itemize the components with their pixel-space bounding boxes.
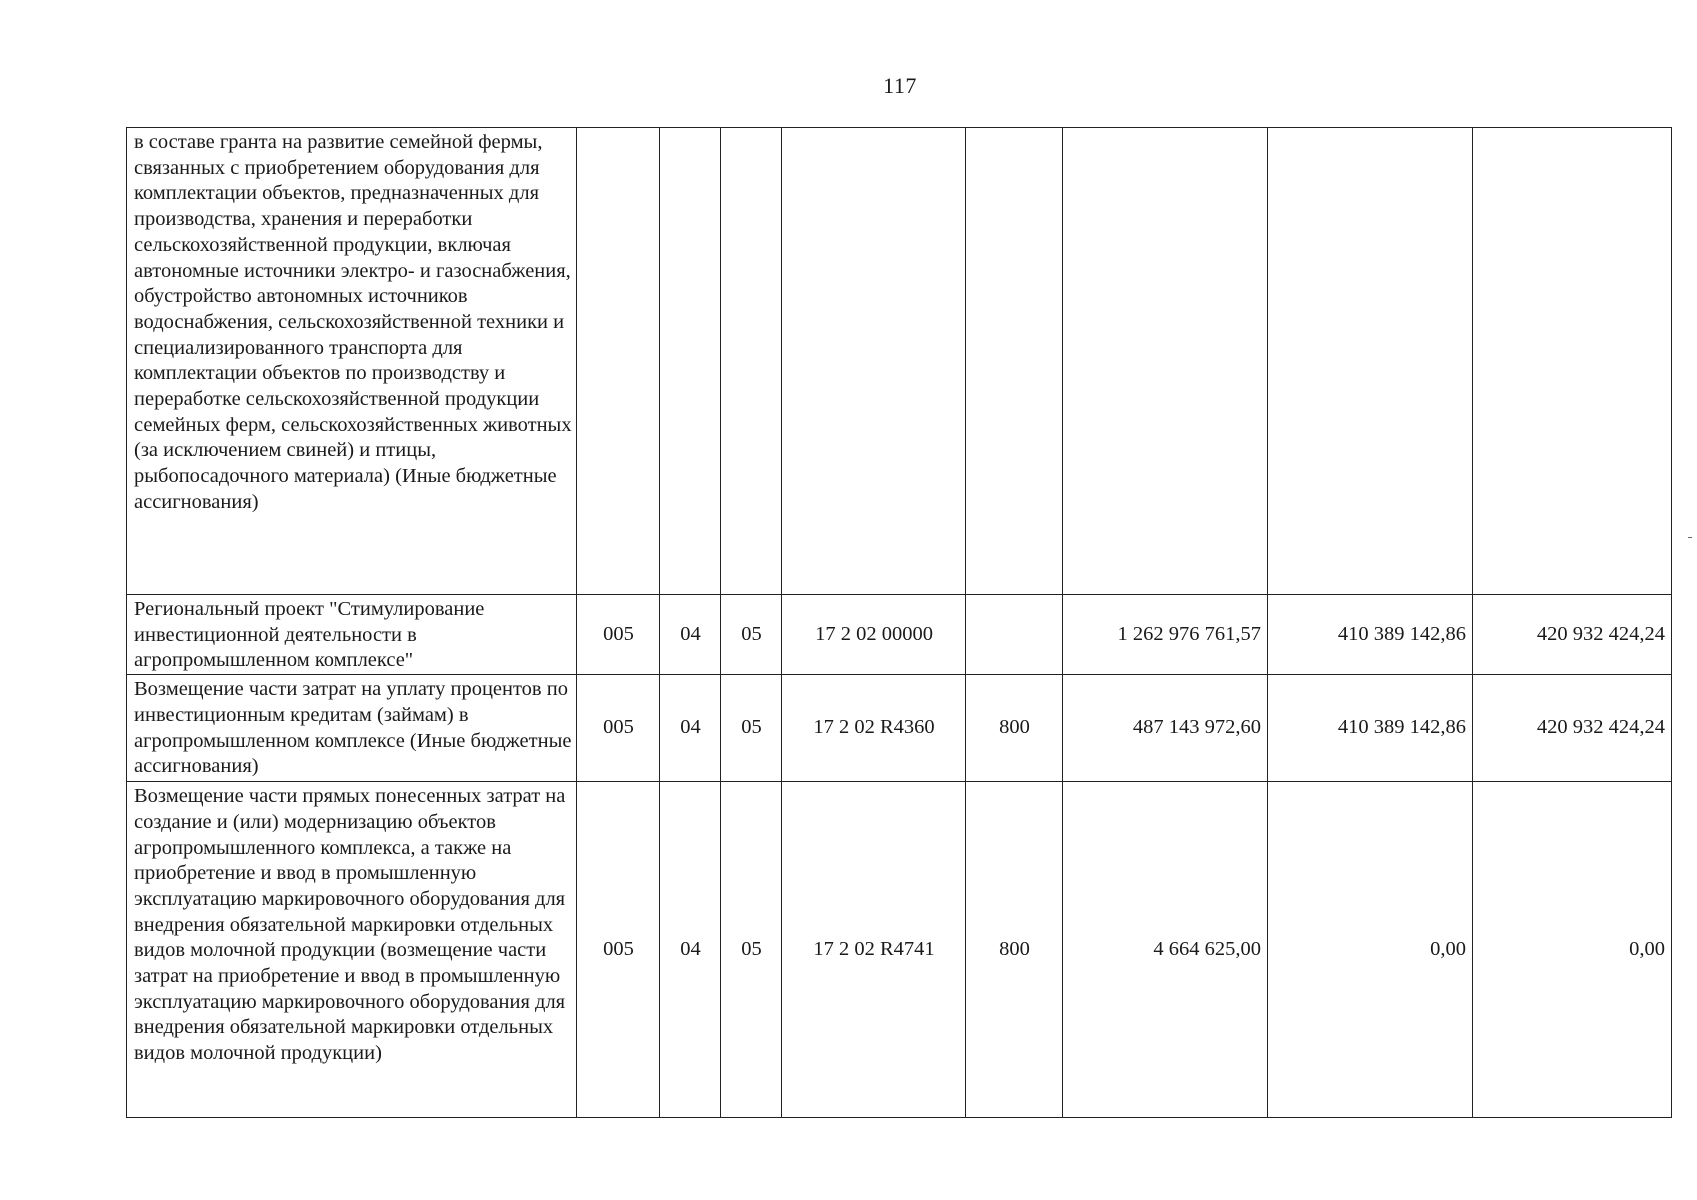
subsection-code <box>721 128 782 595</box>
amount-year-3: 420 932 424,24 <box>1473 675 1672 782</box>
row-description: Возмещение части прямых понесенных затрат на создание и (или) модернизацию объектов агропромышленного комплекса, а также на приобретение и ввод в промышленную эксплуатацию маркировочного оборудования для внедрения обязательной маркировки отдельных видов молочной продукции (возмещение части затрат на приобретение и ввод в промышленную эксплуатацию маркировочного оборудования для внедрения обязательной маркировки отдельных видов молочной продукции) <box>127 782 577 1118</box>
row-description: в составе гранта на развитие семейной фермы, связанных с приобретением оборудования для комплектации объектов, предназначенных для производства, хранения и переработки сельскохозяйственной продукции, включая автономные источники электро- и газоснабжения, обустройство автономных источников водоснабжения, сельскохозяйственной техники и специализированного транспорта для комплектации объектов по производству и переработке сельскохозяйственной продукции семейных ферм, сельскохозяйственных животных (за исключением свиней) и птицы, рыбопосадочного материала) (Иные бюджетные ассигнования) <box>127 128 577 595</box>
subsection-code: 05 <box>721 782 782 1118</box>
amount-year-1: 1 262 976 761,57 <box>1063 595 1268 675</box>
expense-type-code: 800 <box>966 782 1063 1118</box>
table-row <box>127 782 1672 1118</box>
expense-type-code <box>966 128 1063 595</box>
target-article-code <box>782 128 966 595</box>
amount-year-1: 487 143 972,60 <box>1063 675 1268 782</box>
expense-type-code: 800 <box>966 675 1063 782</box>
target-article-code: 17 2 02 R4741 <box>782 782 966 1118</box>
ministry-code: 005 <box>577 675 660 782</box>
table-row <box>127 595 1672 675</box>
ministry-code <box>577 128 660 595</box>
table-row <box>127 675 1672 782</box>
expense-type-code <box>966 595 1063 675</box>
ministry-code: 005 <box>577 782 660 1118</box>
subsection-code: 05 <box>721 595 782 675</box>
amount-year-2: 0,00 <box>1268 782 1473 1118</box>
amount-year-3 <box>1473 128 1672 595</box>
amount-year-3: 420 932 424,24 <box>1473 595 1672 675</box>
ministry-code: 005 <box>577 595 660 675</box>
budget-table <box>126 127 1672 1118</box>
amount-year-3: 0,00 <box>1473 782 1672 1118</box>
section-code <box>660 128 721 595</box>
row-description: Возмещение части затрат на уплату процентов по инвестиционным кредитам (займам) в агропромышленном комплексе (Иные бюджетные ассигнования) <box>127 675 577 782</box>
section-code: 04 <box>660 782 721 1118</box>
amount-year-2 <box>1268 128 1473 595</box>
amount-year-1: 4 664 625,00 <box>1063 782 1268 1118</box>
amount-year-2: 410 389 142,86 <box>1268 595 1473 675</box>
scan-artifact <box>1688 537 1692 538</box>
page-number: 117 <box>883 73 917 98</box>
section-code: 04 <box>660 675 721 782</box>
table-row <box>127 128 1672 595</box>
section-code: 04 <box>660 595 721 675</box>
amount-year-2: 410 389 142,86 <box>1268 675 1473 782</box>
amount-year-1 <box>1063 128 1268 595</box>
target-article-code: 17 2 02 00000 <box>782 595 966 675</box>
target-article-code: 17 2 02 R4360 <box>782 675 966 782</box>
subsection-code: 05 <box>721 675 782 782</box>
row-description: Региональный проект "Стимулирование инвестиционной деятельности в агропромышленном комплексе" <box>127 595 577 675</box>
